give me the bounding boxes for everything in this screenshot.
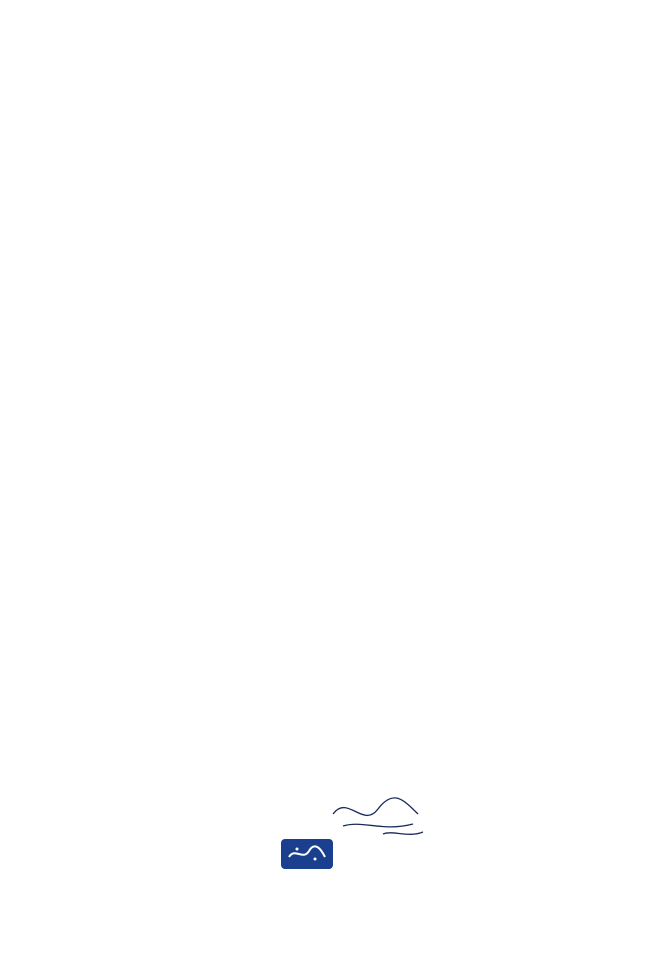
frame-bottom-border (0, 926, 670, 960)
handwritten-reply-text (252, 703, 432, 712)
frame-top-border (0, 0, 670, 34)
frame-left-border (0, 34, 28, 926)
handwritten-signature-icon (323, 784, 433, 844)
seal-stamp-icon (281, 839, 333, 869)
letter-page (38, 44, 632, 916)
handwritten-reply-title (252, 703, 432, 712)
handwritten-reply (252, 703, 432, 712)
frame-right-border (642, 34, 670, 926)
